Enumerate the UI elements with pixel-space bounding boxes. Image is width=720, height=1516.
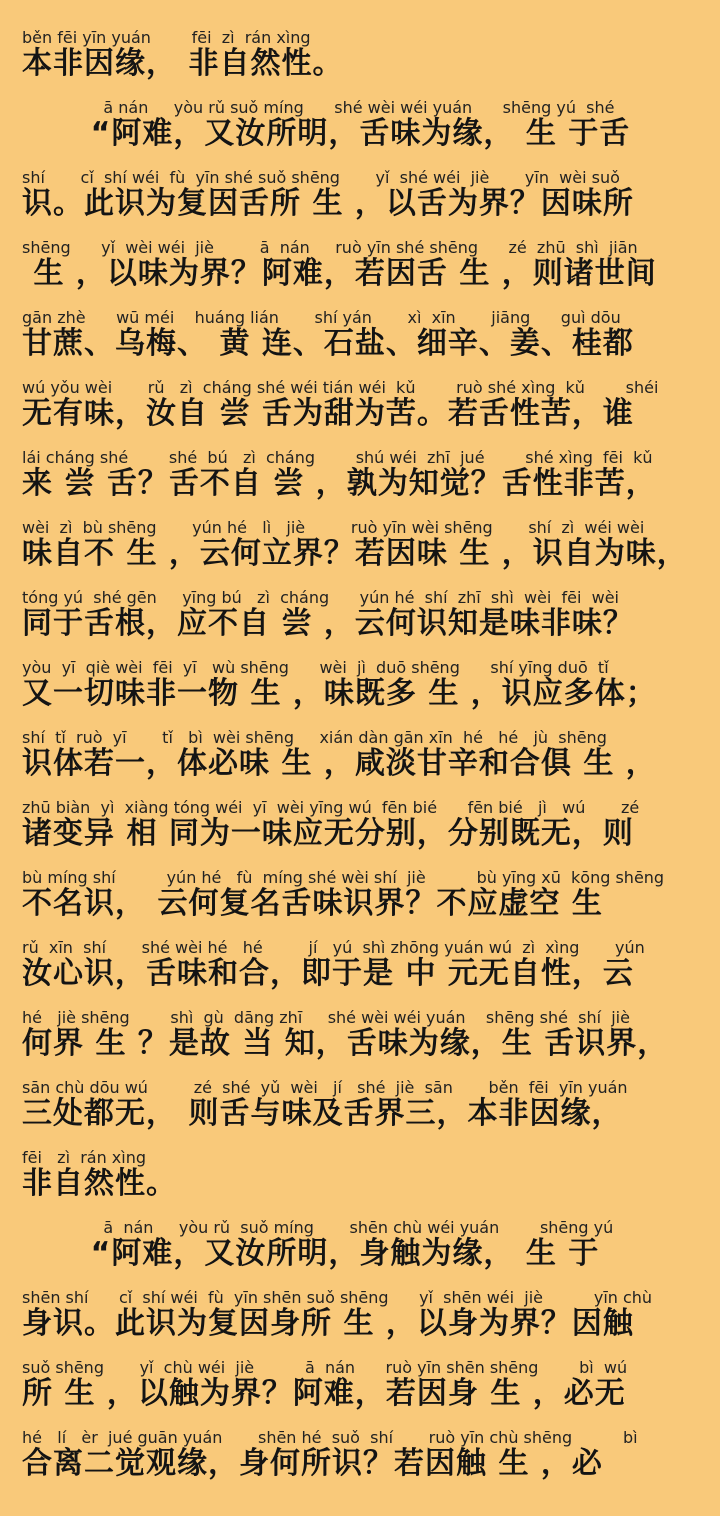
pinyin-annotation: zhū biàn yì xiàng tóng wéi yī wèi yīng wú fēn bié fēn bié jì wú zé [22,798,640,817]
pinyin-annotation: shí cǐ shí wéi fù yīn shé suǒ shēng yǐ shé wéi jiè yīn wèi suǒ [22,168,620,187]
text-line [22,448,706,518]
chinese-text: 味自不 生 ，云何立界？若因味 生 ，识自为味， [22,536,688,571]
text-line [22,518,706,588]
text-line [22,798,706,868]
pinyin-annotation: běn fēi yīn yuán fēi zì rán xìng [22,28,311,47]
pinyin-annotation: fēi zì rán xìng [22,1148,147,1167]
text-line [22,658,706,728]
chinese-text: 识体若一，体必味 生 ，咸淡甘辛和合俱 生 ， [22,746,657,781]
pinyin-annotation: shēng yǐ wèi wéi jiè ā nán ruò yīn shé shēng zé zhū shì jiān [22,238,638,257]
text-line [22,1218,706,1288]
text-line [22,1358,706,1428]
chinese-text: 又一切味非一物 生 ，味既多 生 ，识应多体； [22,676,657,711]
chinese-text: 不名识， 云何复名舌味识界？不应虚空 生 [22,886,603,921]
chinese-text: 合离二觉观缘，身何所识？若因触 生 ，必 [22,1446,603,1481]
text-line [22,168,706,238]
text-line [22,938,706,1008]
chinese-text: 识。此识为复因舌所 生 ，以舌为界？因味所 [22,186,634,221]
chinese-text: 汝心识，舌味和合，即于是 中 元无自性，云 [22,956,634,991]
pinyin-annotation: yòu yī qiè wèi fēi yī wù shēng wèi jì duō shēng shí yīng duō tǐ [22,658,609,677]
pinyin-annotation: bù míng shí yún hé fù míng shé wèi shí jiè bù yīng xū kōng shēng [22,868,665,887]
pinyin-annotation: lái cháng shé shé bú zì cháng shú wéi zhī jué shé xìng fēi kǔ [22,448,653,467]
pinyin-annotation: wú yǒu wèi rǔ zì cháng shé wéi tián wéi kǔ ruò shé xìng kǔ shéi [22,378,659,397]
chinese-text: 无有味，汝自 尝 舌为甜为苦。若舌性苦，谁 [22,396,634,431]
chinese-text: 身识。此识为复因身所 生 ，以身为界？因触 [22,1306,634,1341]
text-line [22,238,706,308]
text-line [22,1288,706,1358]
pinyin-annotation: gān zhè wū méi huáng lián shí yán xì xīn jiāng guì dōu [22,308,621,327]
chinese-text: 同于舌根，应不自 尝 ，云何识知是味非味？ [22,606,634,641]
pinyin-annotation: hé lí èr jué guān yuán shēn hé suǒ shí ruò yīn chù shēng bì [22,1428,638,1447]
chinese-text: 何界 生 ？是故 当 知，舌味为缘，生 舌识界， [22,1026,669,1061]
text-line [22,28,706,98]
chinese-text: 所 生 ，以触为界？阿难，若因身 生 ，必无 [22,1376,626,1411]
text-line [22,1428,706,1498]
pinyin-annotation: shēn shí cǐ shí wéi fù yīn shēn suǒ shēng yǐ shēn wéi jiè yīn chù [22,1288,653,1307]
pinyin-annotation: rǔ xīn shí shé wèi hé hé jí yú shì zhōng yuán wú zì xìng yún [22,938,645,957]
chinese-text: 诸变异 相 同为一味应无分别，分别既无，则 [22,816,634,851]
text-line [22,1078,706,1148]
pinyin-annotation: hé jiè shēng shì gù dāng zhī shé wèi wéi yuán shēng shé shí jiè [22,1008,630,1027]
text-line [22,588,706,658]
text-line [22,378,706,448]
chinese-text: 甘蔗、乌梅、 黄 连、石盐、细辛、姜、桂都 [22,326,634,361]
pinyin-annotation: ā nán yòu rǔ suǒ míng shēn chù wéi yuán shēng yú [22,1218,614,1237]
pinyin-annotation: ā nán yòu rǔ suǒ míng shé wèi wéi yuán shēng yú shé [22,98,615,117]
chinese-text: 三处都无， 则舌与味及舌界三，本非因缘， [22,1096,623,1131]
chinese-text: 生 ，以味为界？阿难，若因舌 生 ，则诸世间 [22,256,657,291]
text-line [22,1148,706,1218]
chinese-text: 非自然性。 [22,1166,177,1201]
chinese-text: 来 尝 舌？舌不自 尝 ，孰为知觉？舌性非苦， [22,466,657,501]
pinyin-annotation: sān chù dōu wú zé shé yǔ wèi jí shé jiè sān běn fēi yīn yuán [22,1078,628,1097]
pinyin-annotation: suǒ shēng yǐ chù wéi jiè ā nán ruò yīn shēn shēng bì wú [22,1358,628,1377]
chinese-text: “阿难，又汝所明，身触为缘， 生 于 [22,1236,600,1271]
chinese-text: 本非因缘， 非自然性。 [22,46,344,81]
text-line [22,98,706,168]
pinyin-annotation: wèi zì bù shēng yún hé lì jiè ruò yīn wèi shēng shí zì wéi wèi [22,518,645,537]
text-line [22,1008,706,1078]
pinyin-annotation: tóng yú shé gēn yīng bú zì cháng yún hé shí zhī shì wèi fēi wèi [22,588,619,607]
pinyin-annotation: shí tǐ ruò yī tǐ bì wèi shēng xián dàn gān xīn hé hé jù shēng [22,728,607,747]
text-line [22,308,706,378]
chinese-text: “阿难，又汝所明，舌味为缘， 生 于舌 [22,116,631,151]
text-line [22,868,706,938]
text-line [22,728,706,798]
